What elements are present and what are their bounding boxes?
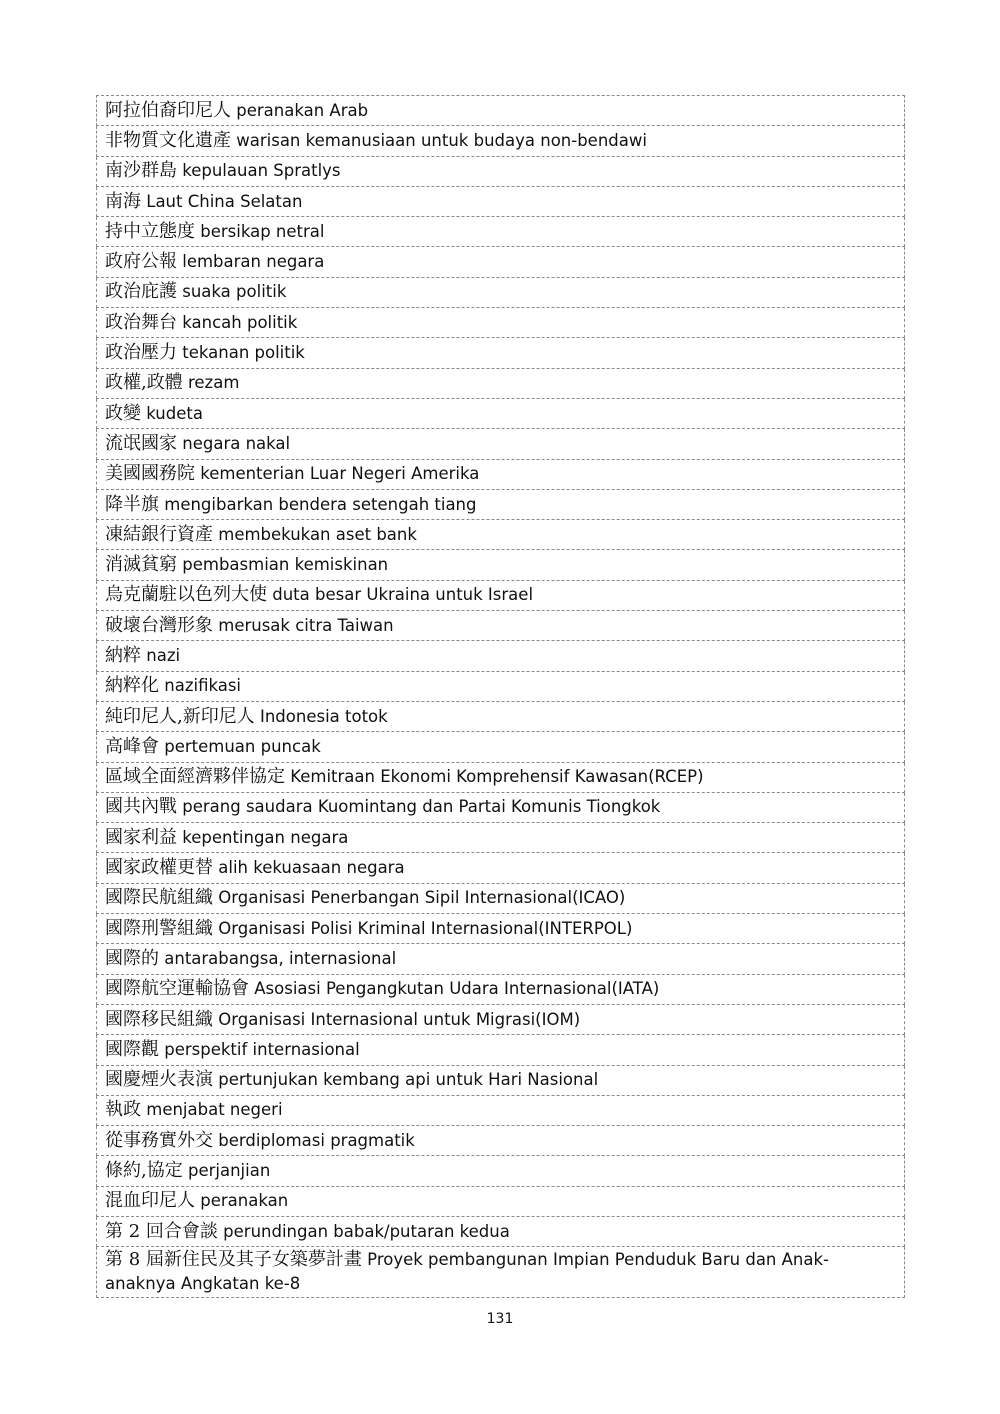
table-row <box>97 944 905 974</box>
glossary-entry <box>97 96 905 126</box>
indonesian-term: kementerian Luar Negeri Amerika <box>200 464 480 484</box>
glossary-entry <box>97 823 905 853</box>
glossary-entry <box>97 156 905 186</box>
indonesian-term: peranakan <box>200 1191 289 1211</box>
indonesian-term: merusak citra Taiwan <box>218 615 394 635</box>
glossary-entry <box>97 277 905 307</box>
indonesian-term: Laut China Selatan <box>146 191 303 211</box>
table-row <box>97 1065 905 1095</box>
chinese-term: 阿拉伯裔印尼人 <box>105 99 231 121</box>
glossary-entry <box>97 1216 905 1246</box>
chinese-term: 納粹 <box>105 644 141 666</box>
glossary-entry <box>97 489 905 519</box>
table-row <box>97 1035 905 1065</box>
chinese-term: 凍結銀行資產 <box>105 523 213 545</box>
chinese-term: 從事務實外交 <box>105 1129 213 1151</box>
table-row <box>97 550 905 580</box>
table-row <box>97 398 905 428</box>
chinese-term: 消滅貧窮 <box>105 554 177 576</box>
chinese-term: 國際移民組織 <box>105 1008 213 1030</box>
glossary-entry <box>97 217 905 247</box>
table-row <box>97 914 905 944</box>
chinese-term: 美國國務院 <box>105 463 195 485</box>
glossary-entry <box>97 186 905 216</box>
indonesian-term: alih kekuasaan negara <box>218 858 405 878</box>
table-row <box>97 1126 905 1156</box>
chinese-term: 國際觀 <box>105 1038 159 1060</box>
table-row <box>97 338 905 368</box>
indonesian-term: negara nakal <box>182 433 291 453</box>
table-row <box>97 974 905 1004</box>
glossary-entry <box>97 853 905 883</box>
chinese-term: 第 8 屆新住民及其子女築夢計畫 <box>105 1249 362 1271</box>
table-row <box>97 520 905 550</box>
chinese-term: 國共內戰 <box>105 796 177 818</box>
chinese-term: 持中立態度 <box>105 220 195 242</box>
indonesian-term: Indonesia totok <box>259 706 388 726</box>
glossary-entry <box>97 429 905 459</box>
table-row <box>97 308 905 338</box>
chinese-term: 國際刑警組織 <box>105 917 213 939</box>
glossary-entry <box>97 732 905 762</box>
indonesian-term: kepentingan negara <box>182 827 349 847</box>
table-row <box>97 853 905 883</box>
chinese-term: 第 2 回合會談 <box>105 1220 218 1242</box>
table-row <box>97 1216 905 1246</box>
indonesian-term: membekukan aset bank <box>218 524 417 544</box>
table-row <box>97 1004 905 1034</box>
chinese-term: 執政 <box>105 1099 141 1121</box>
indonesian-term: pembasmian kemiskinan <box>182 555 389 575</box>
chinese-term: 國家利益 <box>105 826 177 848</box>
table-row <box>97 186 905 216</box>
indonesian-term: tekanan politik <box>182 343 305 363</box>
table-row <box>97 762 905 792</box>
glossary-entry <box>97 641 905 671</box>
chinese-term: 國際航空運輸協會 <box>105 978 249 1000</box>
indonesian-term: antarabangsa, internasional <box>164 948 397 968</box>
table-row <box>97 580 905 610</box>
glossary-body <box>97 96 905 1298</box>
indonesian-term: pertunjukan kembang api untuk Hari Nasional <box>218 1070 599 1090</box>
indonesian-term: warisan kemanusiaan untuk budaya non-bendawi <box>236 130 647 150</box>
glossary-entry <box>97 398 905 428</box>
table-row <box>97 1156 905 1186</box>
table-row <box>97 217 905 247</box>
glossary-entry <box>97 308 905 338</box>
chinese-term: 混血印尼人 <box>105 1190 195 1212</box>
chinese-term: 非物質文化遺產 <box>105 129 231 151</box>
glossary-entry <box>97 1065 905 1095</box>
glossary-entry <box>97 550 905 580</box>
table-row <box>97 701 905 731</box>
indonesian-term: kudeta <box>146 403 203 423</box>
table-row <box>97 96 905 126</box>
table-row <box>97 641 905 671</box>
glossary-entry <box>97 1247 905 1298</box>
indonesian-term: Organisasi Internasional untuk Migrasi(IOM) <box>218 1009 581 1029</box>
table-row <box>97 459 905 489</box>
glossary-entry <box>97 792 905 822</box>
chinese-term: 高峰會 <box>105 735 159 757</box>
chinese-term: 國慶煙火表演 <box>105 1069 213 1091</box>
table-row <box>97 883 905 913</box>
indonesian-term: bersikap netral <box>200 221 325 241</box>
table-row <box>97 611 905 641</box>
table-row <box>97 277 905 307</box>
table-row <box>97 156 905 186</box>
table-row <box>97 247 905 277</box>
glossary-entry <box>97 1126 905 1156</box>
chinese-term: 國家政權更替 <box>105 857 213 879</box>
indonesian-term: lembaran negara <box>182 252 325 272</box>
chinese-term: 政治舞台 <box>105 311 177 333</box>
chinese-term: 區域全面經濟夥伴協定 <box>105 766 285 788</box>
table-row <box>97 792 905 822</box>
chinese-term: 政治庇護 <box>105 281 177 303</box>
table-row <box>97 1247 905 1298</box>
glossary-entry <box>97 762 905 792</box>
chinese-term: 烏克蘭駐以色列大使 <box>105 584 267 606</box>
indonesian-term: Kemitraan Ekonomi Komprehensif Kawasan(RCEP) <box>290 767 704 787</box>
indonesian-term: kancah politik <box>182 312 298 332</box>
table-row <box>97 823 905 853</box>
chinese-term: 政權,政體 <box>105 372 183 394</box>
glossary-entry <box>97 671 905 701</box>
indonesian-term: mengibarkan bendera setengah tiang <box>164 494 477 514</box>
chinese-term: 流氓國家 <box>105 432 177 454</box>
table-row <box>97 1186 905 1216</box>
chinese-term: 純印尼人,新印尼人 <box>105 705 255 727</box>
chinese-term: 政變 <box>105 402 141 424</box>
glossary-entry <box>97 701 905 731</box>
glossary-entry <box>97 611 905 641</box>
page-number: 131 <box>486 1311 514 1327</box>
indonesian-term: kepulauan Spratlys <box>182 161 341 181</box>
indonesian-term: suaka politik <box>182 282 287 302</box>
glossary-entry <box>97 580 905 610</box>
glossary-entry <box>97 459 905 489</box>
glossary-entry <box>97 1035 905 1065</box>
indonesian-term: perang saudara Kuomintang dan Partai Komunis Tiongkok <box>182 797 661 817</box>
glossary-entry <box>97 338 905 368</box>
indonesian-term: duta besar Ukraina untuk Israel <box>272 585 534 605</box>
table-row <box>97 1095 905 1125</box>
indonesian-term: nazifikasi <box>164 676 242 696</box>
indonesian-term: perundingan babak/putaran kedua <box>223 1221 510 1241</box>
table-row <box>97 732 905 762</box>
chinese-term: 政府公報 <box>105 251 177 273</box>
glossary-entry <box>97 368 905 398</box>
indonesian-term: perjanjian <box>187 1161 271 1181</box>
indonesian-term: Organisasi Penerbangan Sipil Internasional(ICAO) <box>218 888 626 908</box>
chinese-term: 南海 <box>105 190 141 212</box>
chinese-term: 納粹化 <box>105 675 159 697</box>
glossary-table <box>96 95 905 1298</box>
glossary-entry <box>97 1186 905 1216</box>
glossary-entry <box>97 1004 905 1034</box>
indonesian-term: nazi <box>146 645 181 665</box>
chinese-term: 國際的 <box>105 947 159 969</box>
glossary-entry <box>97 247 905 277</box>
glossary-entry <box>97 1156 905 1186</box>
glossary-entry <box>97 944 905 974</box>
table-row <box>97 489 905 519</box>
chinese-term: 政治壓力 <box>105 342 177 364</box>
table-row <box>97 671 905 701</box>
table-row <box>97 126 905 156</box>
chinese-term: 降半旗 <box>105 493 159 515</box>
indonesian-term: rezam <box>187 373 240 393</box>
chinese-term: 南沙群島 <box>105 160 177 182</box>
indonesian-term: berdiplomasi pragmatik <box>218 1130 415 1150</box>
chinese-term: 破壞台灣形象 <box>105 614 213 636</box>
glossary-entry <box>97 520 905 550</box>
glossary-entry <box>97 126 905 156</box>
indonesian-term: perspektif internasional <box>164 1039 360 1059</box>
indonesian-term: menjabat negeri <box>146 1100 283 1120</box>
table-row <box>97 429 905 459</box>
indonesian-term: pertemuan puncak <box>164 736 321 756</box>
chinese-term: 國際民航組織 <box>105 887 213 909</box>
indonesian-term: Asosiasi Pengangkutan Udara Internasional(IATA) <box>254 979 660 999</box>
indonesian-term: peranakan Arab <box>236 100 369 120</box>
glossary-entry <box>97 974 905 1004</box>
chinese-term: 條約,協定 <box>105 1160 183 1182</box>
indonesian-term: Proyek pembangunan Impian Penduduk Baru dan Anak-anaknya Angkatan ke-8 <box>105 1250 830 1294</box>
glossary-entry <box>97 914 905 944</box>
glossary-entry <box>97 1095 905 1125</box>
indonesian-term: Organisasi Polisi Kriminal Internasional(INTERPOL) <box>218 918 633 938</box>
table-row <box>97 368 905 398</box>
glossary-entry <box>97 883 905 913</box>
